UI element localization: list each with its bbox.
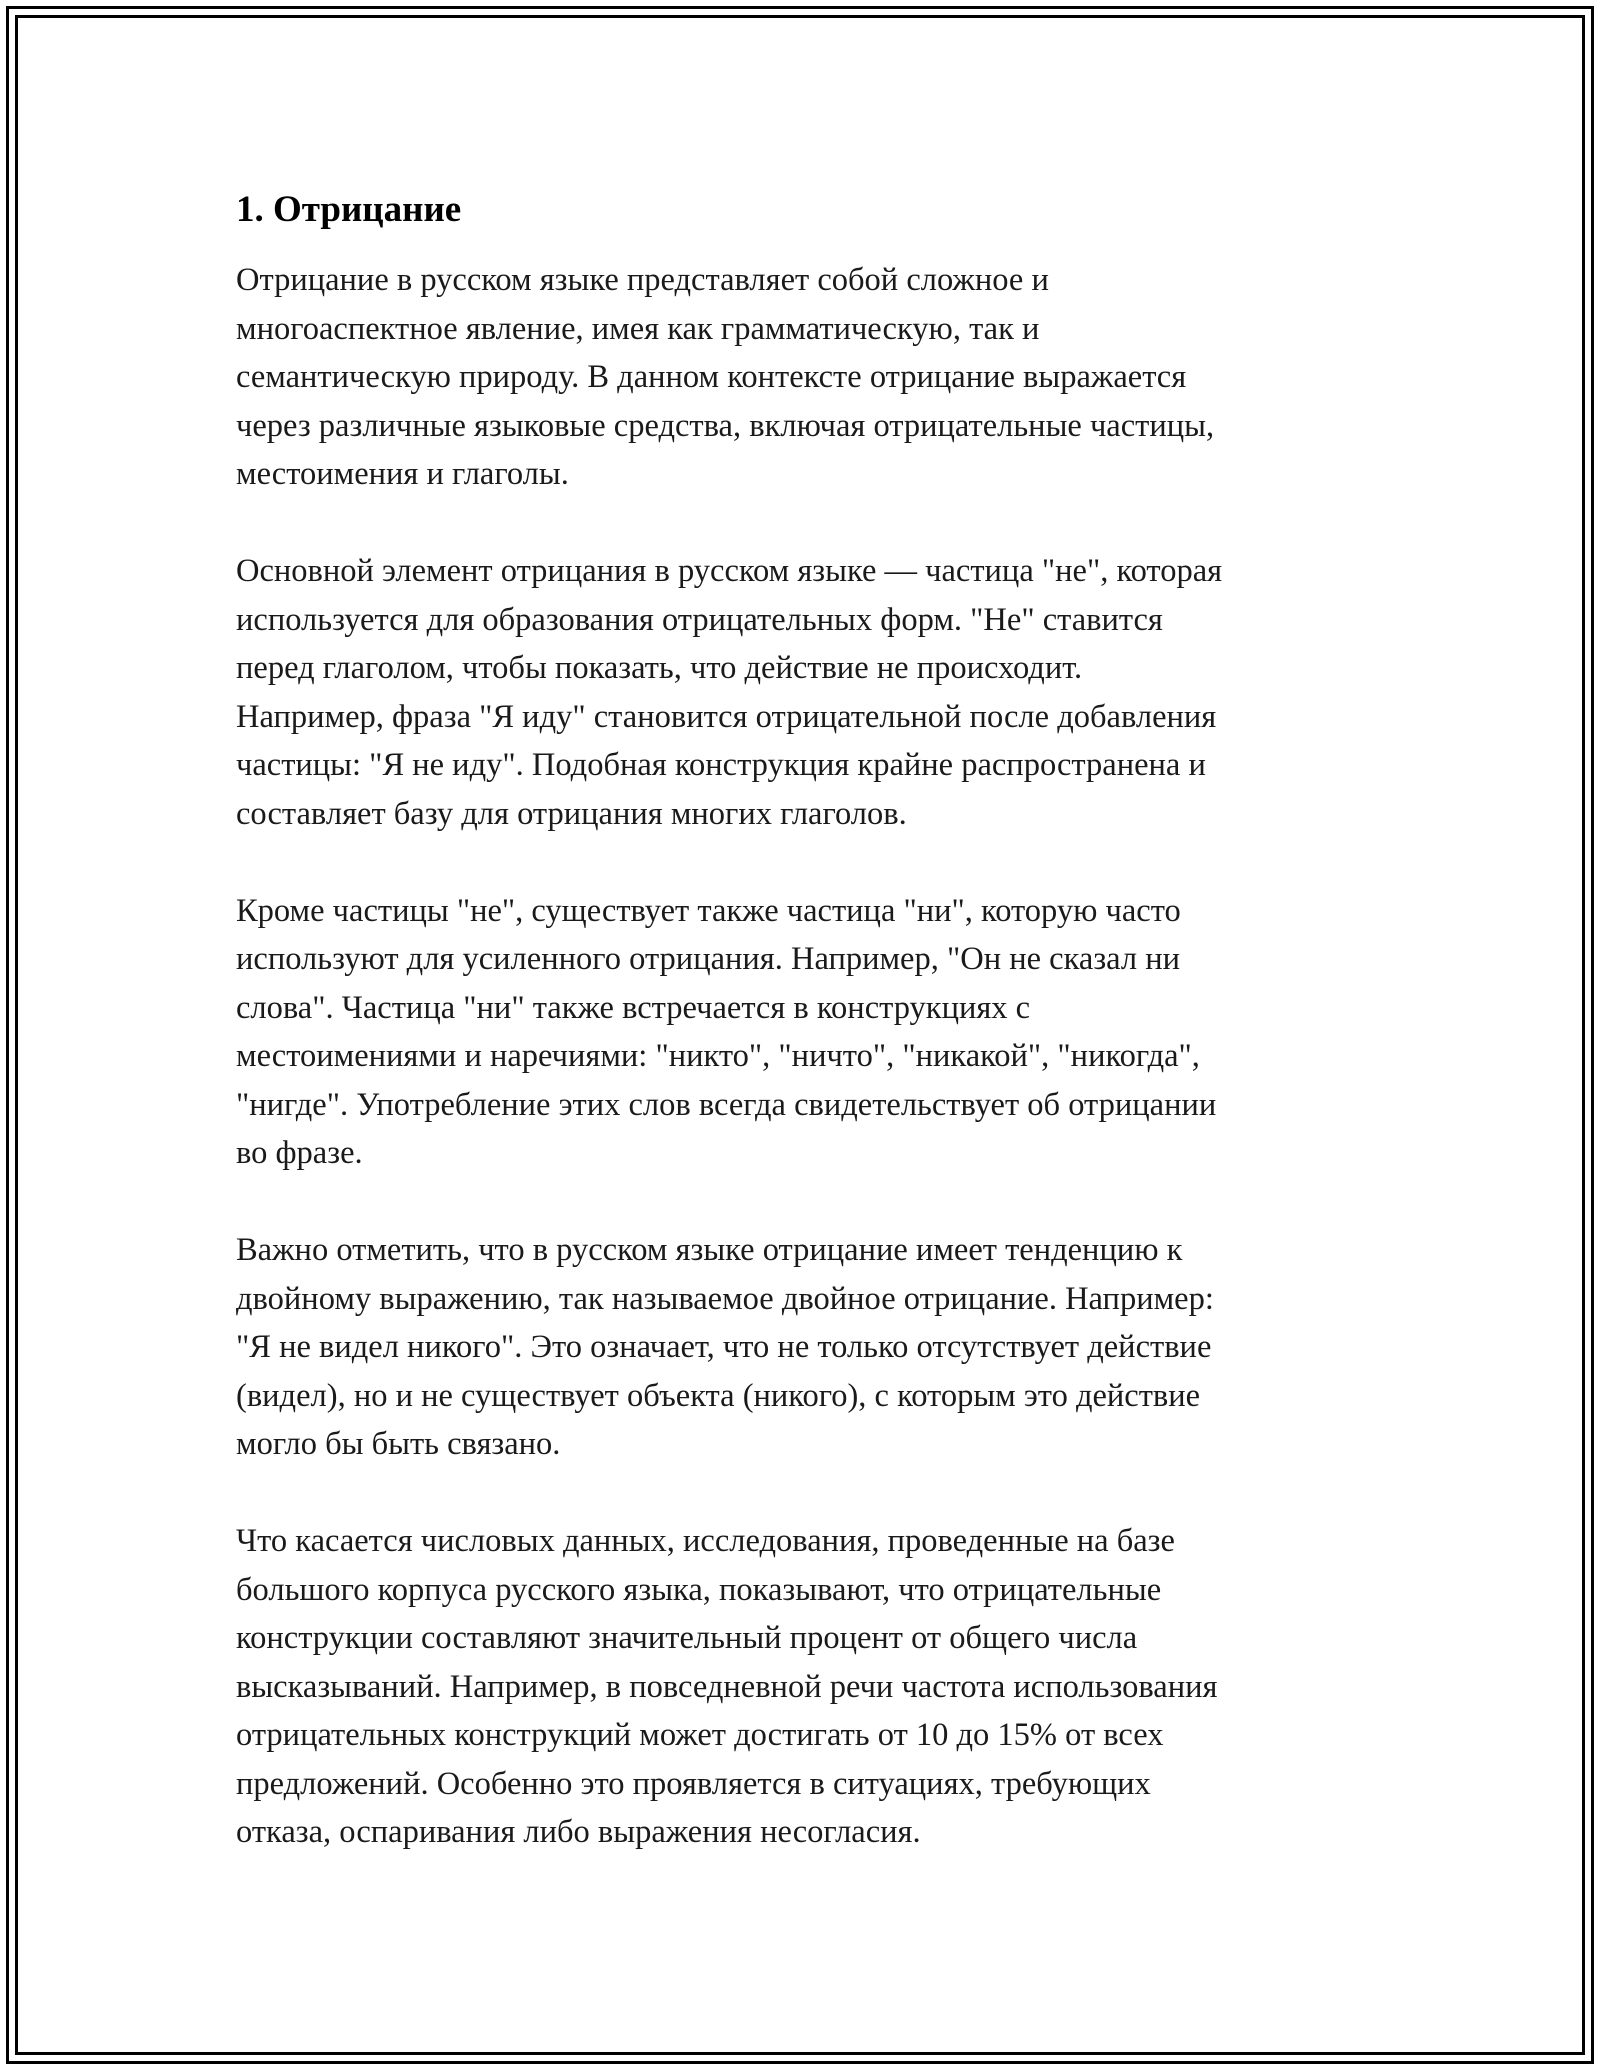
text-line: во фразе. bbox=[236, 1135, 363, 1171]
text-line: Важно отметить, что в русском языке отрицание имеет тенденцию к bbox=[236, 1232, 1183, 1268]
text-line: конструкции составляют значительный процент от общего числа bbox=[236, 1620, 1138, 1656]
paragraph-5 bbox=[236, 1517, 1366, 1857]
text-line: Кроме частицы "не", существует также частица "ни", которую часто bbox=[236, 892, 1181, 929]
text-line: через различные языковые средства, включая отрицательные частицы, bbox=[236, 407, 1215, 444]
text-line: Основной элемент отрицания в русском языке — частица "не", которая bbox=[236, 553, 1223, 589]
text-line: предложений. Особенно это проявляется в ситуациях, требующих bbox=[236, 1765, 1151, 1802]
text-line: "Я не видел никого". Это означает, что не только отсутствует действие bbox=[236, 1329, 1212, 1365]
text-line: перед глаголом, чтобы показать, что действие не происходит. bbox=[236, 650, 1083, 686]
document-body bbox=[236, 186, 1366, 1905]
text-line: частицы: "Я не иду". Подобная конструкция крайне распространена и bbox=[236, 747, 1206, 783]
paragraph-2 bbox=[236, 547, 1366, 838]
text-line: Отрицание в русском языке представляет собой сложное и bbox=[236, 262, 1049, 298]
paragraph-4 bbox=[236, 1226, 1366, 1469]
text-line: слова". Частица "ни" также встречается в конструкциях с bbox=[236, 989, 1031, 1026]
text-line: отрицательных конструкций может достигать от 10 до 15% от всех bbox=[236, 1717, 1164, 1753]
text-line: местоимения и глаголы. bbox=[236, 456, 569, 492]
text-line: используют для усиленного отрицания. Например, "Он не сказал ни bbox=[236, 941, 1181, 977]
text-line: многоаспектное явление, имея как грамматическую, так и bbox=[236, 310, 1040, 347]
text-line: составляет базу для отрицания многих глаголов. bbox=[236, 795, 907, 832]
text-line: отказа, оспаривания либо выражения несогласия. bbox=[236, 1814, 921, 1850]
text-line: используется для образования отрицательных форм. "Не" ставится bbox=[236, 601, 1163, 638]
section-heading: 1. Отрицание bbox=[236, 189, 462, 230]
text-line: Например, фраза "Я иду" становится отрицательной после добавления bbox=[236, 698, 1217, 735]
text-line: большого корпуса русского языка, показывают, что отрицательные bbox=[236, 1571, 1162, 1608]
text-line: могло бы быть связано. bbox=[236, 1426, 561, 1462]
text-line: семантическую природу. В данном контексте отрицание выражается bbox=[236, 359, 1187, 395]
text-line: двойному выражению, так называемое двойное отрицание. Например: bbox=[236, 1280, 1214, 1317]
text-line: (видел), но и не существует объекта (никого), с которым это действие bbox=[236, 1377, 1201, 1414]
text-line: высказываний. Например, в повседневной речи частота использования bbox=[236, 1668, 1218, 1705]
text-line: "нигде". Употребление этих слов всегда свидетельствует об отрицании bbox=[236, 1086, 1217, 1123]
text-line: местоимениями и наречиями: "никто", "ничто", "никакой", "никогда", bbox=[236, 1038, 1200, 1074]
paragraph-3 bbox=[236, 887, 1366, 1178]
text-line: Что касается числовых данных, исследования, проведенные на базе bbox=[236, 1523, 1175, 1559]
paragraph-1 bbox=[236, 256, 1366, 499]
